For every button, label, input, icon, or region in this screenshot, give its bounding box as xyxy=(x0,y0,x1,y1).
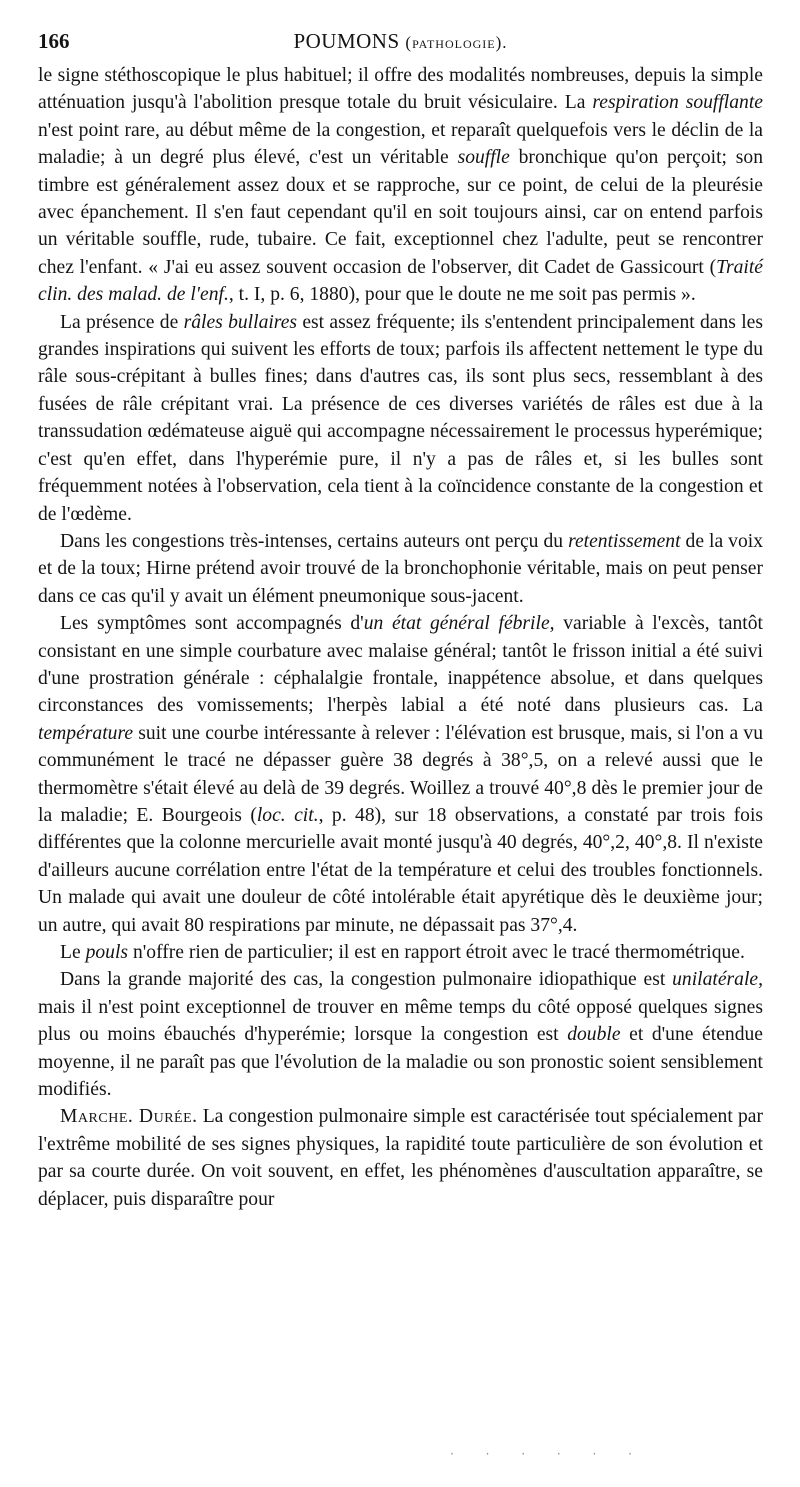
footer-marks: · · · · · · xyxy=(450,1447,646,1461)
text-run: La congestion pulmonaire simple est caractérisée tout spécialement par l'extrême mobilité de ses signes physiques, la rapidité toute particulière de son évolution et par sa courte durée. On voit souvent, en effet, les phénomènes d'auscultation apparaître, se déplacer, puis disparaître pour xyxy=(38,1106,763,1210)
text-run: Dans les congestions très-intenses, certains auteurs ont perçu du xyxy=(60,530,569,552)
page-header xyxy=(38,28,763,58)
text-run: La présence de xyxy=(60,311,184,333)
text-run: Le xyxy=(60,942,86,963)
paragraph-6 xyxy=(38,966,763,1103)
italic-run: Traité clin. des malad. de l'enf. xyxy=(38,256,763,306)
text-run: n'est point rare, au début même de la congestion, et reparaît quelquefois vers le déclin de la maladie; à un degré plus élevé, c'est un véritable xyxy=(38,119,763,169)
text-run: le signe stéthoscopique le plus habituel; il offre des modalités nombreuses, depuis la simple atténuation jusqu'à l'abolition presque totale du bruit vésiculaire. La xyxy=(38,65,763,114)
running-title-main: POUMONS xyxy=(293,29,400,53)
running-title xyxy=(38,28,763,56)
text-run: n'offre rien de particulier; il est en rapport étroit avec le tracé thermométrique. xyxy=(128,942,745,963)
paragraph-7 xyxy=(38,1103,763,1213)
text-run: et d'une étendue moyenne, il ne paraît pas que l'évolution de la maladie ou son pronostic soient sensiblement modifiés. xyxy=(38,1024,763,1101)
italic-run: pouls xyxy=(85,942,129,963)
italic-run: unilatérale, xyxy=(672,969,763,991)
paragraph-1 xyxy=(38,62,763,309)
paragraph-3 xyxy=(38,528,763,610)
text-run: , p. 48), sur 18 observations, a constaté par trois fois différentes que la colonne mercurielle avait monté jusqu'à 40 degrés, 40°,2, 40°,8. Il n'existe d'ailleurs aucune corrélation entre l'état de la température et celui des troubles fonctionnels. Un malade qui avait une douleur de côté intolérable était apyrétique dès le deuxième jour; un autre, qui avait 80 respirations par minute, ne dépassait pas 37°,4. xyxy=(38,804,764,936)
running-title-subtitle: (pathologie). xyxy=(405,33,508,52)
paragraph-2 xyxy=(38,309,763,528)
italic-run: râles bullaires xyxy=(183,311,298,333)
text-run: bronchique qu'on perçoit; son timbre est généralement assez doux et se rapproche, sur ce point, de celui de la pleurésie avec épanchement. Il s'en faut cependant qu'il en soit toujours ainsi, car on entend parfois un véritable souffle, rude, tubaire. Ce fait, exceptionnel chez l'adulte, peut se rencontrer chez l'enfant. « J'ai eu assez souvent occasion de l'observer, dit Cadet de Gassicourt ( xyxy=(38,147,763,278)
text-run: de la voix et de la toux; Hirne prétend avoir trouvé de la bronchophonie véritable, mais on peut penser dans ce cas qu'il y avait un élément pneumonique sous-jacent. xyxy=(38,530,764,607)
paragraph-4 xyxy=(38,610,763,939)
italic-run: retentissement xyxy=(568,530,681,552)
text-run: est assez fréquente; ils s'entendent principalement dans les grandes inspirations qui suivent les efforts de toux; parfois ils affectent nettement le type du râle sous-crépitant à bulles fines; dans d'autres cas, ils sont plus secs, ressemblant à des fusées de râle crépitant vrai. La présence de ces diverses variétés de râles est due à la transsudation œdémateuse aiguë qui accompagne nécessairement le processus hyperémique; c'est qu'en effet, dans l'hyperémie pure, il n'y a pas de râles et, si les bulles sont fréquemment notées à l'observation, cela tient à la coïncidence constante de la congestion et de l'œdème. xyxy=(38,311,763,525)
italic-run: un état général fébrile, xyxy=(363,613,555,635)
document-page xyxy=(38,28,763,1213)
page-number: 166 xyxy=(38,29,70,53)
section-heading-inline: Marche. Durée. xyxy=(60,1106,198,1128)
italic-run: double xyxy=(567,1024,621,1046)
text-run: Dans la grande majorité des cas, la congestion pulmonaire idiopathique est xyxy=(60,969,673,991)
text-run: Les symptômes sont accompagnés d' xyxy=(60,613,364,635)
text-run: , t. I, p. 6, 1880), pour que le doute ne me soit pas permis ». xyxy=(228,284,696,306)
text-run: variable à l'excès, tantôt consistant en une simple courbature avec malaise général; tantôt le frisson initial a été suivi d'une prostration générale : céphalalgie frontale, inappétence absolue, et dans quelques circonstances des vomissements; l'herpès labial a été noté dans plusieurs cas. La xyxy=(38,613,763,717)
italic-run: souffle xyxy=(457,147,510,169)
italic-run: loc. cit. xyxy=(256,804,319,826)
text-run: mais il n'est point exceptionnel de trouver en même temps du côté opposé quelques signes plus ou moins ébauchés d'hyperémie; lorsque la congestion est xyxy=(38,996,763,1046)
paragraph-5 xyxy=(38,939,763,966)
italic-run: respiration soufflante xyxy=(592,92,763,114)
text-run: suit une courbe intéressante à relever : l'élévation est brusque, mais, si l'on a vu communément le tracé ne dépasser guère 38 degrés à 38°,5, on a relevé aussi que le thermomètre s'était élevé au delà de 39 degrés. Woillez a trouvé 40°,8 dès le premier jour de la maladie; E. Bourgeois ( xyxy=(38,722,763,826)
italic-run: température xyxy=(38,722,134,744)
